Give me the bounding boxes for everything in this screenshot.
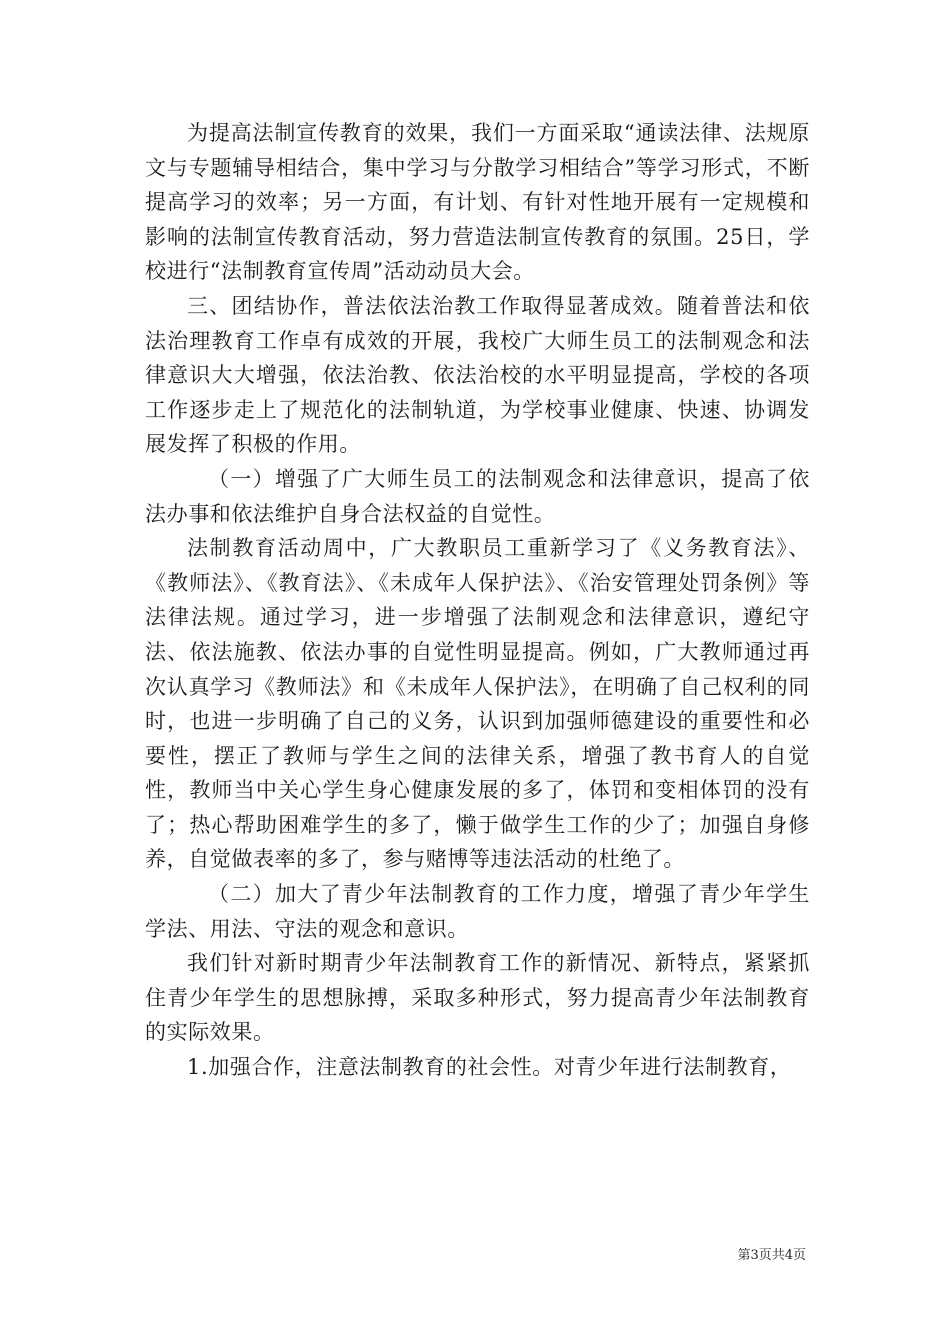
document-body	[145, 116, 810, 1085]
paragraph-subsection-two: （二）加大了青少年法制教育的工作力度，增强了青少年学生学法、用法、守法的观念和意识。	[145, 882, 810, 941]
paragraph-youth-education: 我们针对新时期青少年法制教育工作的新情况、新特点，紧紧抓住青少年学生的思想脉搏，采取多种形式，努力提高青少年法制教育的实际效果。	[145, 951, 810, 1045]
paragraph-intro: 为提高法制宣传教育的效果，我们一方面采取“通读法律、法规原文与专题辅导相结合，集中学习与分散学习相结合”等学习形式，不断提高学习的效率；另一方面，有计划、有针对性地开展有一定规模和影响的法制宣传教育活动，努力营造法制宣传教育的氛围。25日，学校进行“法制教育宣传周”活动动员大会。	[145, 121, 810, 284]
paragraph-item-one: 1.加强合作，注意法制教育的社会性。对青少年进行法制教育，	[187, 1055, 792, 1080]
page-number: 第3页共4页	[737, 1248, 806, 1263]
paragraph-law-study: 法制教育活动周中，广大教职员工重新学习了《义务教育法》、《教师法》、《教育法》、《未成年人保护法》、《治安管理处罚条例》等法律法规。通过学习，进一步增强了法制观念和法律意识，遵纪守法、依法施教、依法办事的自觉性明显提高。例如，广大教师通过再次认真学习《教师法》和《未成年人保护法》，在明确了自己权利的同时，也进一步明确了自己的义务，认识到加强师德建设的重要性和必要性，摆正了教师与学生之间的法律关系，增强了教书育人的自觉性，教师当中关心学生身心健康发展的多了，体罚和变相体罚的没有了；热心帮助困难学生的多了，懒于做学生工作的少了；加强自身修养，自觉做表率的多了，参与赌博等违法活动的杜绝了。	[145, 536, 810, 872]
paragraph-section-three: 三、团结协作，普法依法治教工作取得显著成效。随着普法和依法治理教育工作卓有成效的开展，我校广大师生员工的法制观念和法律意识大大增强，依法治教、依法治校的水平明显提高，学校的各项工作逐步走上了规范化的法制轨道，为学校事业健康、快速、协调发展发挥了积极的作用。	[145, 293, 810, 457]
paragraph-subsection-one: （一）增强了广大师生员工的法制观念和法律意识，提高了依法办事和依法维护自身合法权益的自觉性。	[145, 466, 810, 526]
